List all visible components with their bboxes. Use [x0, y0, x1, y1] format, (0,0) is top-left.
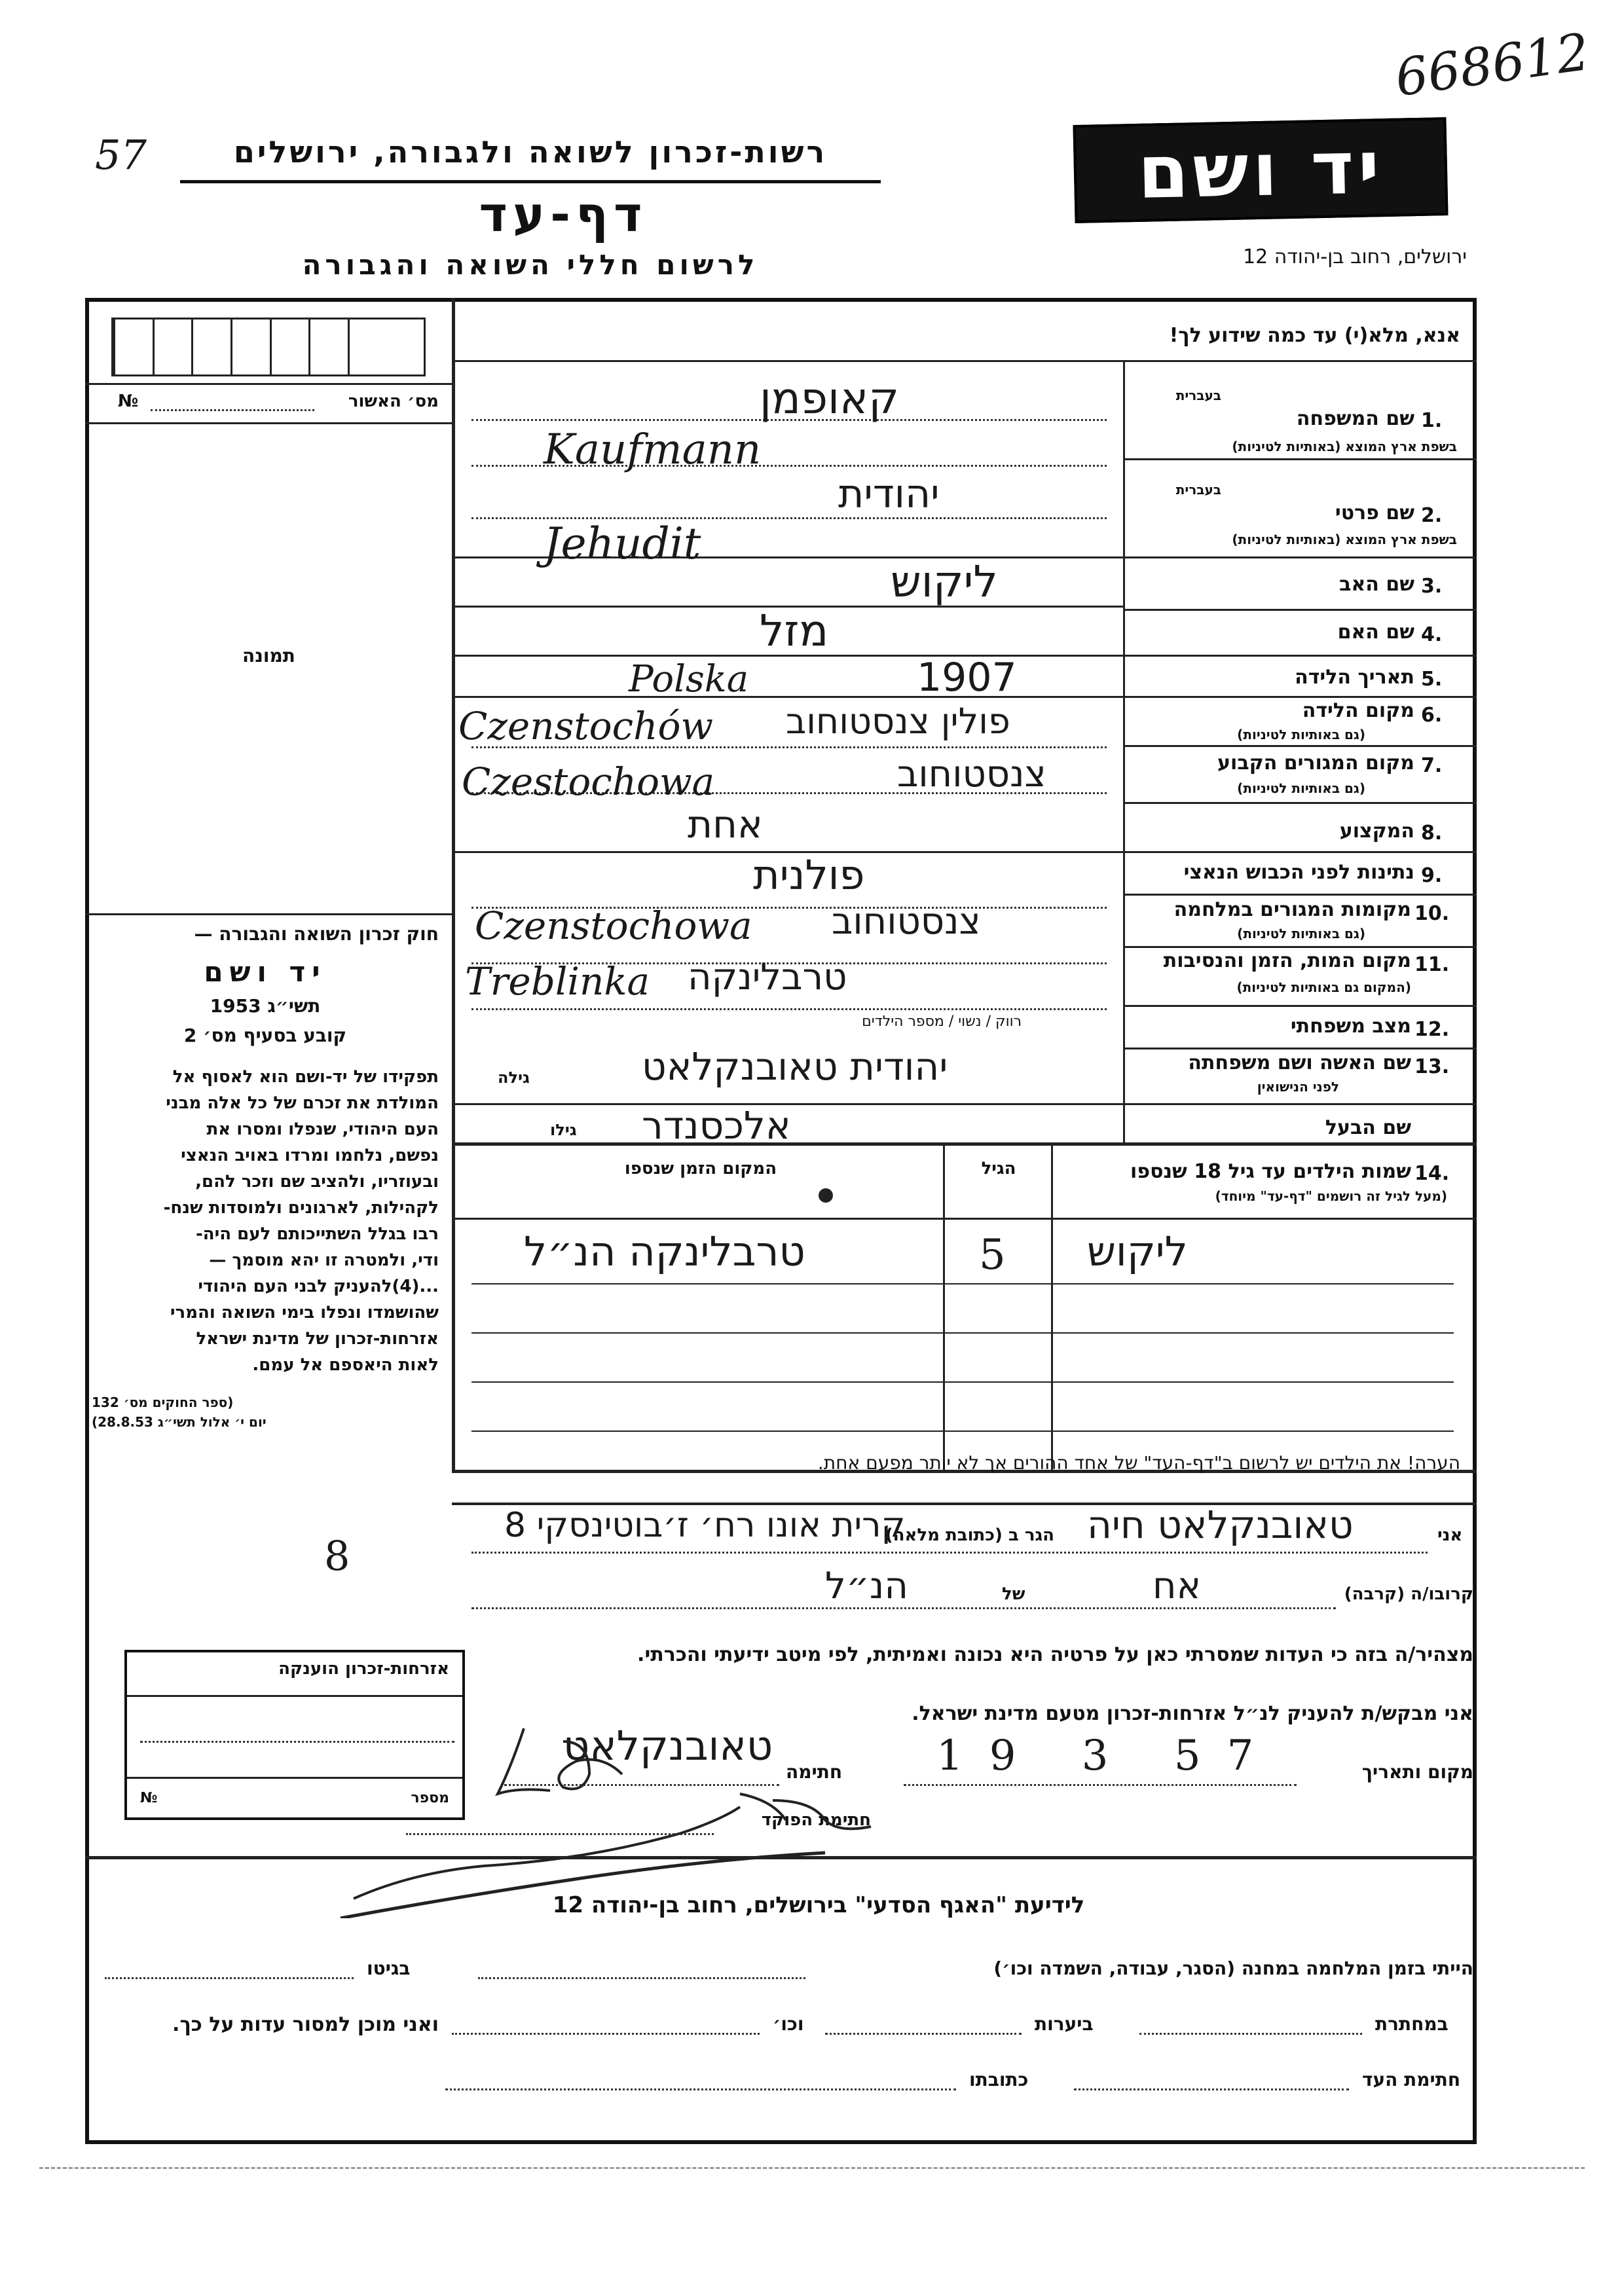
field-11-value-hebrew: טרבלינקה — [688, 956, 847, 998]
request-text: אני מבקש/ת להעניק לנ״ל אזרחות-זכרון מטעם מדינת ישראל. — [912, 1702, 1473, 1725]
row-line-9 — [452, 851, 1477, 853]
children-number: 14. — [1414, 1162, 1450, 1185]
children-bullet — [819, 1188, 833, 1203]
field-13-value: יהודית טאובנקלאט — [642, 1044, 948, 1089]
corner-number: 57 — [95, 131, 147, 179]
field-5-number: 5. — [1421, 668, 1443, 691]
children-divider-2 — [1051, 1146, 1053, 1473]
relation-value: אח — [1153, 1565, 1202, 1607]
declarant-address-label: הגר ב (כתובת מלאה) — [885, 1525, 1054, 1545]
photo-label: תמונה — [242, 645, 295, 666]
place-date-label: מקום ותאריך — [1361, 1761, 1473, 1783]
law-source: (ספר החוקים מס׳ 132 — [92, 1394, 234, 1410]
field-1-hebrew-label: בעברית — [1175, 388, 1221, 403]
law-source-2: יום י׳ אלול תשי״ג 28.8.53) — [92, 1414, 267, 1430]
footer-line-1-end: בגיטו — [367, 1958, 411, 1979]
field-6-number: 6. — [1421, 704, 1443, 727]
field-7-label: מקום המגורים הקבוע — [1217, 752, 1414, 774]
law-title: חוק זכרון השואה והגבורה — — [194, 923, 439, 945]
of-label: של — [1002, 1584, 1025, 1604]
field-11-value-latin: Treblinka — [465, 959, 650, 1004]
footer-line-2-blank-a — [1139, 2033, 1362, 2035]
footer-line-2-end: ואני מוכן למסור עדות על כך. — [172, 2013, 439, 2036]
memorial-citizenship-box — [124, 1650, 465, 1820]
address-number: 8 — [324, 1532, 350, 1580]
yad-vashem-logo: יד ושם — [1073, 117, 1448, 223]
field-11-sub: (המקום גם באותיות לטיניות) — [1236, 979, 1411, 995]
row-line-13 — [1123, 1048, 1477, 1049]
field-8-number: 8. — [1421, 822, 1443, 845]
law-text-5: לקהילות, לארגונים ולמוסדות שנח- — [163, 1198, 439, 1218]
field-5-value: 1907 — [917, 655, 1017, 701]
field-11-label: מקום המות, הזמן והנסיבות — [1163, 949, 1411, 972]
law-clause: קובע בסעיף מס׳ 2 — [183, 1025, 347, 1046]
field-10-value-latin: Czenstochowa — [475, 903, 752, 948]
declarant-line-1 — [471, 1552, 1428, 1554]
field-13-number: 13. — [1414, 1055, 1450, 1078]
date-value: 19 3 57 — [936, 1732, 1280, 1780]
law-text-8: ...(4)להעניק לבני העם היהודי — [198, 1277, 439, 1296]
field-10-number: 10. — [1414, 902, 1450, 925]
row-line-12 — [1123, 1005, 1477, 1007]
husband-label: שם הבעל — [1325, 1116, 1411, 1139]
signature-label: חתימה — [786, 1761, 843, 1783]
row-line-7 — [1123, 745, 1477, 747]
law-text-11: לאות היאספם אל עמם. — [252, 1355, 439, 1375]
law-text-3: נפשם, נלחמו ומרדו באויב הנאצי — [181, 1146, 439, 1165]
footer-separator — [85, 1856, 1477, 1859]
children-header-line — [452, 1218, 1477, 1220]
husband-value: אלכסנדר — [642, 1103, 791, 1148]
row-line-1 — [1123, 458, 1477, 460]
field-7-sub: (גם באותיות לטיניות) — [1237, 780, 1365, 796]
field-1-value-hebrew: קאופמן — [760, 373, 899, 424]
law-text-4: ובעוזריו, ולהציב שם וזכר להם, — [195, 1172, 439, 1192]
form-title: דף-עד — [479, 187, 648, 243]
child-1-place: טרבלינקה הנ״ל — [524, 1228, 805, 1275]
husband-age-label: גילו — [550, 1121, 577, 1139]
field-1-number: 1. — [1421, 409, 1443, 432]
field-6-value-hebrew: פולין צנסטוחוב — [786, 701, 1010, 742]
declarant-prefix: אני — [1437, 1525, 1463, 1545]
footer-line-2-b: ביערות — [1035, 2013, 1094, 2035]
field-1-sub: בשפת ארץ המוצא (באותיות לטיניות) — [1232, 439, 1457, 454]
left-column-divider — [452, 298, 455, 1473]
registry-bottom-line — [85, 422, 452, 424]
authority-underline — [180, 180, 881, 183]
row-line-14 — [452, 1103, 1477, 1105]
children-place-header: המקום הזמן שנספו — [624, 1159, 777, 1178]
field-4-value: מזל — [760, 606, 829, 656]
law-text-9: שהושמדו ונפלו בימי השואה והמרי — [170, 1303, 439, 1322]
law-text-6: רבו בגלל השתייכותם לעם היה- — [195, 1224, 439, 1244]
children-row-line-3 — [471, 1381, 1454, 1383]
footer-line-1-blank — [478, 1977, 805, 1979]
field-7-value-latin: Czestochowa — [462, 759, 715, 804]
field-2-label: שם פרטי — [1335, 501, 1414, 524]
date-line — [904, 1784, 1297, 1786]
field-11-number: 11. — [1414, 953, 1450, 976]
field-2-hebrew-label: בעברית — [1175, 482, 1221, 498]
instruction-row-line — [452, 360, 1477, 362]
footer-line-2-c: וכו׳ — [773, 2013, 804, 2035]
field-1-label: שם המשפחה — [1296, 407, 1414, 430]
field-12-label: מצב משפחתי — [1290, 1015, 1411, 1038]
child-1-age: 5 — [979, 1231, 1006, 1279]
form-subtitle: לרשום חללי השואה והגבורה — [302, 249, 759, 281]
child-1-name: ליקוש — [1087, 1228, 1188, 1275]
law-name: יד ושם — [204, 956, 327, 988]
field-7-number: 7. — [1421, 754, 1443, 777]
children-age-header: הגיל — [981, 1159, 1016, 1178]
declarant-line-2 — [471, 1607, 1336, 1609]
children-header: שמות הילדים עד גיל 18 שנספו — [1130, 1160, 1411, 1183]
field-13-age-label: גילה — [498, 1068, 530, 1087]
field-10-sub: (גם באותיות לטיניות) — [1237, 926, 1365, 941]
footer-line-1: הייתי בזמן המלחמה במחנה (הסגר, עבודה, השמדה וכו׳) — [993, 1958, 1473, 1979]
law-text-7: ודי, ולמטרה זו יהא מוסמך — — [209, 1250, 439, 1270]
label-column-divider — [1123, 360, 1125, 1142]
footer-line-2-blank-c — [452, 2033, 760, 2035]
law-text-10: אזרחות-זכרון של מדינת ישראל — [196, 1329, 439, 1349]
footer-line-2-a: במחתרת — [1375, 2013, 1449, 2035]
document-number: 668612 — [1392, 22, 1593, 109]
field-1-value-latin: Kaufmann — [544, 426, 762, 474]
field-9-label: נתינות לפני הכבוש הנאצי — [1183, 861, 1414, 884]
row-line-3 — [1123, 609, 1477, 611]
footer-title: לידיעת "האגף הסדעי" בירושלים, רחוב בן-יהודה 12 — [552, 1892, 1085, 1918]
declarant-address-value: קרית אונו רח׳ ז׳בוטינסקי 8 — [504, 1506, 906, 1545]
children-divider-1 — [943, 1146, 945, 1473]
registry-label: מס׳ האשור — [348, 392, 439, 411]
footer-line-3-blank-a — [1074, 2088, 1349, 2090]
field-13-label: שם האשה ושם משפחתה — [1188, 1051, 1411, 1074]
declarant-name: טאובנקלאט חיה — [1087, 1503, 1354, 1547]
relation-label: קרובו/ה (קרבה) — [1344, 1584, 1473, 1604]
row-line-8 — [1123, 802, 1477, 804]
of-value: הנ״ל — [825, 1565, 908, 1607]
footer-line-2-blank-b — [825, 2033, 1022, 2035]
declaration-text: מצהיר/ה בזה כי העדות שמסרתי כאן על פרטיה היא נכונה ואמיתית, לפי מיטב ידיעתי והכרתי. — [637, 1643, 1473, 1666]
instruction: אנא, מלא(י) עד כמה שידוע לך! — [1169, 324, 1460, 347]
footer-line-3-blank-b — [445, 2088, 956, 2090]
field-9-number: 9. — [1421, 864, 1443, 887]
registry-number-sign: № — [118, 392, 139, 411]
field-2-value-hebrew: יהודית — [838, 471, 940, 517]
law-top-line — [85, 913, 452, 915]
row-line-11 — [1123, 946, 1477, 948]
field-2-value-latin: Jehudit — [544, 519, 701, 569]
authority-line: רשות-זכרון לשואה ולגבורה, ירושלים — [233, 134, 828, 170]
field-6-label: מקום הלידה — [1302, 699, 1414, 722]
field-8-label: המקצוע — [1339, 820, 1414, 843]
law-year: תשי״ג 1953 — [210, 995, 321, 1017]
field-12-number: 12. — [1414, 1018, 1450, 1041]
children-note: הערה! את הילדים יש לרשום ב"דף-העד" של אחד ההורים אך לא יותר מפעם אחת. — [817, 1452, 1460, 1474]
field-13-sub: לפני הנישואין — [1257, 1079, 1339, 1095]
scan-edge — [39, 2167, 1585, 2169]
field-3-value: ליקוש — [891, 556, 998, 607]
law-text-2: העם היהודי, שנפלו ומסרו את — [206, 1120, 439, 1139]
field-10-label: מקומות המגורים במלחמה — [1173, 898, 1411, 921]
signature-value: טאובנקלאט — [563, 1722, 773, 1770]
law-text-0: תפקידו של יד-ושם הוא לאסוף אל — [172, 1067, 439, 1087]
law-text-1: המולדת את זכרם של כל אלה מבני — [166, 1093, 439, 1113]
children-row-line-2 — [471, 1332, 1454, 1334]
field-3-number: 3. — [1421, 575, 1443, 598]
children-row-line-4 — [471, 1430, 1454, 1432]
field-8-value: אחת — [688, 802, 763, 847]
field-7-value-hebrew: צנסטוחוב — [897, 753, 1046, 795]
value-line-6 — [471, 1008, 1107, 1010]
footer-line-1-blank-2 — [105, 1977, 354, 1979]
registry-number-line — [151, 409, 314, 411]
receipt-number-sign: № — [140, 1790, 158, 1806]
footer-line-3-a: חתימת העד — [1362, 2069, 1461, 2090]
officer-label: חתימת הפוקד — [761, 1810, 871, 1830]
field-5-label: תאריך הלידה — [1295, 666, 1414, 689]
field-6-sub: (גם באותיות לטיניות) — [1237, 727, 1365, 742]
field-9-value: פולנית — [753, 851, 865, 899]
field-12-options: רווק / נשוי / מספר הילדים — [862, 1013, 1022, 1030]
row-line-15 — [452, 1142, 1477, 1146]
registry-boxes — [111, 318, 426, 376]
address: ירושלים, רחוב בן-יהודה 12 — [1243, 246, 1467, 268]
registry-divider — [85, 383, 452, 385]
field-3-label: שם האב — [1339, 573, 1414, 596]
field-4-label: שם האם — [1337, 621, 1414, 644]
children-header-sub: (מעל לגיל זה רושמים "דף-עד" מיוחד) — [1215, 1188, 1447, 1204]
field-2-sub: בשפת ארץ המוצא (באותיות לטיניות) — [1232, 532, 1457, 547]
field-6-value-latin: Czenstochów — [458, 704, 714, 748]
receipt-number-label: מספר — [411, 1790, 449, 1806]
field-4-number: 4. — [1421, 623, 1443, 646]
field-5-value-latin: Polska — [629, 658, 749, 701]
field-2-number: 2. — [1421, 504, 1443, 527]
row-line-10 — [1123, 894, 1477, 896]
children-row-line-1 — [471, 1283, 1454, 1285]
field-10-value-hebrew: צנסטוחוב — [832, 900, 981, 943]
receipt-title: אזרחות-זכרון הוענקה — [278, 1659, 449, 1679]
footer-line-3-b: כתובתו — [969, 2069, 1029, 2090]
